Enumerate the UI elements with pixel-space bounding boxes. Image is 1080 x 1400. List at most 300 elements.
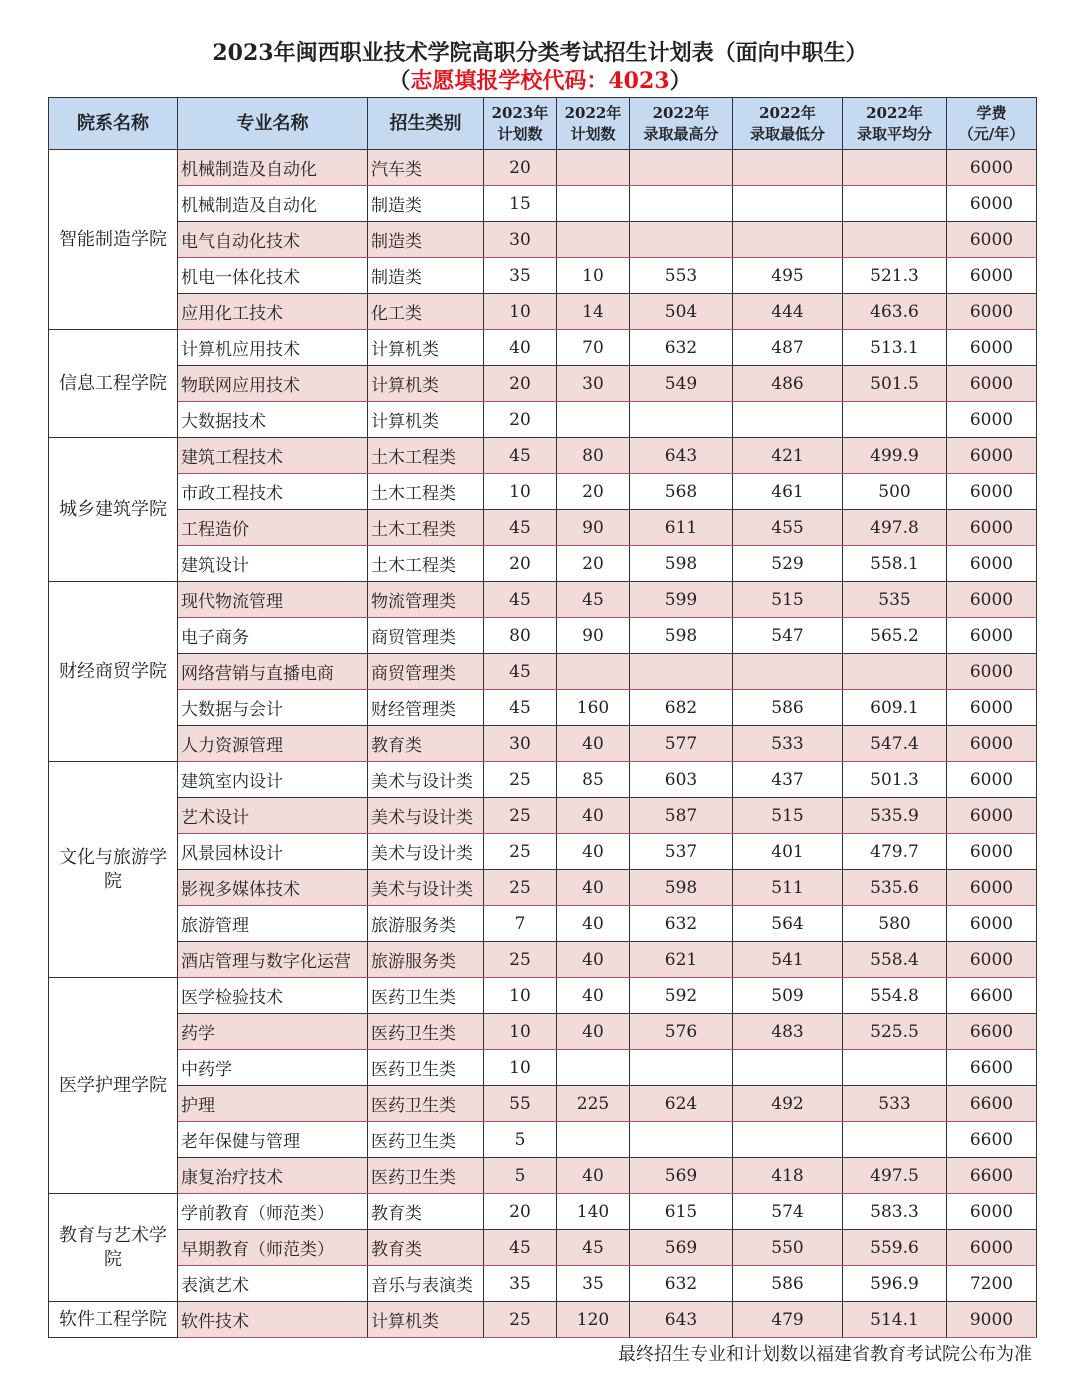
header-text: （元/年） (958, 124, 1025, 143)
cell-major: 现代物流管理 (178, 582, 368, 618)
cell-avg-score-2022: 479.7 (843, 834, 947, 870)
cell-avg-score-2022: 547.4 (843, 726, 947, 762)
cell-plan-2023: 25 (484, 870, 557, 906)
cell-major: 计算机应用技术 (178, 330, 368, 366)
cell-major: 市政工程技术 (178, 474, 368, 510)
cell-plan-2023: 45 (484, 690, 557, 726)
cell-plan-2023: 30 (484, 222, 557, 258)
table-row (49, 258, 1037, 294)
table-row (49, 690, 1037, 726)
table-row (49, 870, 1037, 906)
cell-min-score-2022: 586 (733, 690, 843, 726)
cell-tuition: 6000 (947, 258, 1037, 294)
cell-plan-2022: 14 (557, 294, 630, 330)
cell-max-score-2022: 592 (630, 978, 733, 1014)
cell-category: 教育类 (368, 1194, 484, 1230)
table-row (49, 1158, 1037, 1194)
cell-category: 教育类 (368, 726, 484, 762)
cell-plan-2023: 45 (484, 1230, 557, 1266)
cell-min-score-2022 (733, 222, 843, 258)
table-row (49, 294, 1037, 330)
header-text: 院系名称 (77, 113, 149, 134)
cell-avg-score-2022: 559.6 (843, 1230, 947, 1266)
table-row (49, 1302, 1037, 1338)
cell-tuition: 6000 (947, 870, 1037, 906)
cell-max-score-2022 (630, 150, 733, 186)
table-row (49, 546, 1037, 582)
cell-min-score-2022: 547 (733, 618, 843, 654)
cell-plan-2023: 30 (484, 726, 557, 762)
cell-tuition: 6600 (947, 1158, 1037, 1194)
header-text: 计划数 (497, 124, 543, 143)
cell-tuition: 6000 (947, 402, 1037, 438)
table-row (49, 474, 1037, 510)
cell-plan-2023: 5 (484, 1158, 557, 1194)
cell-tuition: 6000 (947, 546, 1037, 582)
cell-avg-score-2022: 497.8 (843, 510, 947, 546)
cell-avg-score-2022 (843, 1050, 947, 1086)
cell-major: 中药学 (178, 1050, 368, 1086)
header-min-score-2022 (733, 98, 843, 150)
cell-min-score-2022: 529 (733, 546, 843, 582)
cell-avg-score-2022 (843, 654, 947, 690)
cell-max-score-2022: 568 (630, 474, 733, 510)
cell-major: 应用化工技术 (178, 294, 368, 330)
cell-plan-2023: 45 (484, 582, 557, 618)
cell-plan-2023: 5 (484, 1122, 557, 1158)
cell-max-score-2022: 549 (630, 366, 733, 402)
cell-max-score-2022: 576 (630, 1014, 733, 1050)
cell-tuition: 6600 (947, 1050, 1037, 1086)
header-max-score-2022 (630, 98, 733, 150)
cell-tuition: 6000 (947, 474, 1037, 510)
cell-major: 酒店管理与数字化运营 (178, 942, 368, 978)
cell-major: 旅游管理 (178, 906, 368, 942)
cell-major: 机械制造及自动化 (178, 186, 368, 222)
cell-avg-score-2022: 580 (843, 906, 947, 942)
cell-min-score-2022: 550 (733, 1230, 843, 1266)
cell-plan-2023: 45 (484, 654, 557, 690)
cell-avg-score-2022: 514.1 (843, 1302, 947, 1338)
cell-plan-2022: 90 (557, 618, 630, 654)
cell-max-score-2022: 615 (630, 1194, 733, 1230)
cell-plan-2022 (557, 1122, 630, 1158)
cell-min-score-2022 (733, 654, 843, 690)
cell-tuition: 9000 (947, 1302, 1037, 1338)
cell-plan-2022: 40 (557, 1158, 630, 1194)
cell-max-score-2022: 577 (630, 726, 733, 762)
school-code-text: 志愿填报学校代码：4023 (410, 68, 670, 94)
cell-min-score-2022: 483 (733, 1014, 843, 1050)
cell-category: 美术与设计类 (368, 870, 484, 906)
cell-plan-2022: 90 (557, 510, 630, 546)
cell-plan-2022: 10 (557, 258, 630, 294)
cell-max-score-2022: 611 (630, 510, 733, 546)
table-row (49, 798, 1037, 834)
cell-plan-2023: 10 (484, 294, 557, 330)
enrollment-plan-table (48, 97, 1037, 1338)
cell-plan-2022 (557, 654, 630, 690)
cell-college: 医学护理学院 (49, 978, 178, 1194)
cell-avg-score-2022 (843, 222, 947, 258)
cell-avg-score-2022: 525.5 (843, 1014, 947, 1050)
cell-category: 土木工程类 (368, 546, 484, 582)
cell-category: 商贸管理类 (368, 654, 484, 690)
cell-avg-score-2022: 535.9 (843, 798, 947, 834)
table-row (49, 1122, 1037, 1158)
cell-max-score-2022 (630, 1122, 733, 1158)
cell-tuition: 6000 (947, 1194, 1037, 1230)
cell-min-score-2022: 564 (733, 906, 843, 942)
cell-major: 康复治疗技术 (178, 1158, 368, 1194)
cell-min-score-2022 (733, 150, 843, 186)
cell-major: 影视多媒体技术 (178, 870, 368, 906)
cell-plan-2022: 45 (557, 1230, 630, 1266)
cell-category: 制造类 (368, 186, 484, 222)
table-header-row (49, 98, 1037, 150)
cell-category: 医药卫生类 (368, 1086, 484, 1122)
table-row (49, 330, 1037, 366)
cell-max-score-2022: 598 (630, 618, 733, 654)
cell-min-score-2022: 486 (733, 366, 843, 402)
header-text: 专业名称 (236, 113, 309, 134)
cell-category: 商贸管理类 (368, 618, 484, 654)
cell-avg-score-2022: 500 (843, 474, 947, 510)
cell-max-score-2022: 643 (630, 438, 733, 474)
table-row (49, 366, 1037, 402)
cell-tuition: 6000 (947, 654, 1037, 690)
cell-college: 智能制造学院 (49, 150, 178, 330)
cell-tuition: 6000 (947, 618, 1037, 654)
cell-plan-2023: 35 (484, 1266, 557, 1302)
cell-plan-2023: 80 (484, 618, 557, 654)
cell-min-score-2022: 574 (733, 1194, 843, 1230)
table-row (49, 726, 1037, 762)
cell-avg-score-2022: 583.3 (843, 1194, 947, 1230)
cell-tuition: 6000 (947, 294, 1037, 330)
cell-major: 软件技术 (178, 1302, 368, 1338)
cell-min-score-2022: 421 (733, 438, 843, 474)
cell-avg-score-2022: 535 (843, 582, 947, 618)
cell-tuition: 6600 (947, 978, 1037, 1014)
cell-tuition: 6000 (947, 366, 1037, 402)
header-text: 录取最高分 (643, 124, 719, 143)
cell-tuition: 6600 (947, 1086, 1037, 1122)
cell-major: 大数据技术 (178, 402, 368, 438)
cell-tuition: 6000 (947, 330, 1037, 366)
cell-plan-2022: 70 (557, 330, 630, 366)
cell-category: 旅游服务类 (368, 906, 484, 942)
cell-college: 文化与旅游学院 (49, 762, 178, 978)
cell-college: 财经商贸学院 (49, 582, 178, 762)
cell-avg-score-2022: 609.1 (843, 690, 947, 726)
cell-category: 医药卫生类 (368, 1158, 484, 1194)
cell-plan-2022: 40 (557, 726, 630, 762)
cell-avg-score-2022: 499.9 (843, 438, 947, 474)
cell-plan-2022: 160 (557, 690, 630, 726)
cell-max-score-2022: 587 (630, 798, 733, 834)
cell-category: 医药卫生类 (368, 1014, 484, 1050)
cell-avg-score-2022: 501.5 (843, 366, 947, 402)
header-major (178, 98, 368, 150)
cell-min-score-2022: 487 (733, 330, 843, 366)
table-row (49, 510, 1037, 546)
cell-tuition: 6000 (947, 906, 1037, 942)
cell-min-score-2022: 586 (733, 1266, 843, 1302)
cell-tuition: 6000 (947, 1230, 1037, 1266)
cell-category: 音乐与表演类 (368, 1266, 484, 1302)
cell-plan-2022 (557, 1050, 630, 1086)
cell-plan-2023: 20 (484, 366, 557, 402)
header-text: 录取平均分 (856, 124, 932, 143)
cell-plan-2022: 80 (557, 438, 630, 474)
cell-avg-score-2022: 554.8 (843, 978, 947, 1014)
cell-category: 美术与设计类 (368, 762, 484, 798)
cell-tuition: 6000 (947, 762, 1037, 798)
header-college (49, 98, 178, 150)
cell-max-score-2022: 621 (630, 942, 733, 978)
cell-major: 物联网应用技术 (178, 366, 368, 402)
cell-major: 大数据与会计 (178, 690, 368, 726)
cell-avg-score-2022: 497.5 (843, 1158, 947, 1194)
cell-tuition: 6000 (947, 582, 1037, 618)
table-row (49, 762, 1037, 798)
cell-min-score-2022: 444 (733, 294, 843, 330)
table-row (49, 222, 1037, 258)
cell-plan-2022: 40 (557, 1014, 630, 1050)
table-row (49, 1194, 1037, 1230)
cell-major: 机电一体化技术 (178, 258, 368, 294)
cell-category: 制造类 (368, 258, 484, 294)
cell-min-score-2022: 479 (733, 1302, 843, 1338)
cell-plan-2023: 25 (484, 1302, 557, 1338)
cell-plan-2022: 85 (557, 762, 630, 798)
cell-max-score-2022: 553 (630, 258, 733, 294)
cell-plan-2022 (557, 222, 630, 258)
cell-plan-2022 (557, 150, 630, 186)
cell-major: 电气自动化技术 (178, 222, 368, 258)
cell-major: 网络营销与直播电商 (178, 654, 368, 690)
cell-category: 财经管理类 (368, 690, 484, 726)
cell-plan-2023: 15 (484, 186, 557, 222)
cell-major: 人力资源管理 (178, 726, 368, 762)
cell-category: 化工类 (368, 294, 484, 330)
cell-min-score-2022 (733, 1050, 843, 1086)
cell-major: 药学 (178, 1014, 368, 1050)
cell-plan-2023: 45 (484, 510, 557, 546)
cell-major: 早期教育（师范类） (178, 1230, 368, 1266)
cell-avg-score-2022: 463.6 (843, 294, 947, 330)
header-text: 2022年 (866, 103, 923, 122)
cell-plan-2022 (557, 186, 630, 222)
cell-max-score-2022: 632 (630, 906, 733, 942)
cell-min-score-2022: 437 (733, 762, 843, 798)
cell-category: 计算机类 (368, 366, 484, 402)
cell-max-score-2022: 569 (630, 1230, 733, 1266)
cell-major: 学前教育（师范类） (178, 1194, 368, 1230)
cell-major: 建筑工程技术 (178, 438, 368, 474)
cell-min-score-2022: 533 (733, 726, 843, 762)
cell-plan-2023: 25 (484, 834, 557, 870)
cell-category: 医药卫生类 (368, 978, 484, 1014)
cell-tuition: 6000 (947, 186, 1037, 222)
cell-plan-2022: 40 (557, 906, 630, 942)
cell-max-score-2022 (630, 654, 733, 690)
cell-plan-2023: 20 (484, 1194, 557, 1230)
cell-tuition: 6000 (947, 726, 1037, 762)
header-text: 2023年 (491, 103, 549, 122)
cell-category: 美术与设计类 (368, 798, 484, 834)
cell-category: 计算机类 (368, 402, 484, 438)
cell-plan-2022: 20 (557, 474, 630, 510)
cell-max-score-2022 (630, 1050, 733, 1086)
cell-tuition: 6000 (947, 690, 1037, 726)
cell-major: 艺术设计 (178, 798, 368, 834)
table-row (49, 1050, 1037, 1086)
cell-plan-2023: 35 (484, 258, 557, 294)
cell-avg-score-2022 (843, 186, 947, 222)
header-text: 计划数 (570, 124, 616, 143)
cell-plan-2023: 55 (484, 1086, 557, 1122)
cell-max-score-2022: 632 (630, 1266, 733, 1302)
cell-plan-2022: 45 (557, 582, 630, 618)
page-title: 2023年闽西职业技术学院高职分类考试招生计划表（面向中职生） (212, 40, 868, 66)
cell-avg-score-2022 (843, 1122, 947, 1158)
cell-plan-2022: 30 (557, 366, 630, 402)
cell-max-score-2022 (630, 186, 733, 222)
table-row (49, 150, 1037, 186)
cell-min-score-2022: 492 (733, 1086, 843, 1122)
cell-plan-2023: 10 (484, 1014, 557, 1050)
cell-plan-2022: 35 (557, 1266, 630, 1302)
cell-tuition: 6000 (947, 150, 1037, 186)
table-row (49, 1086, 1037, 1122)
cell-plan-2022: 40 (557, 870, 630, 906)
cell-plan-2022: 40 (557, 942, 630, 978)
cell-min-score-2022: 495 (733, 258, 843, 294)
cell-category: 美术与设计类 (368, 834, 484, 870)
cell-major: 风景园林设计 (178, 834, 368, 870)
header-plan-2022 (557, 98, 630, 150)
cell-plan-2022: 40 (557, 834, 630, 870)
header-text: 2022年 (564, 103, 622, 122)
cell-plan-2023: 25 (484, 942, 557, 978)
cell-max-score-2022: 598 (630, 546, 733, 582)
cell-category: 土木工程类 (368, 438, 484, 474)
cell-max-score-2022: 504 (630, 294, 733, 330)
table-row (49, 186, 1037, 222)
table-row (49, 1014, 1037, 1050)
cell-major: 表演艺术 (178, 1266, 368, 1302)
cell-min-score-2022: 461 (733, 474, 843, 510)
cell-avg-score-2022: 533 (843, 1086, 947, 1122)
header-text: 学费 (976, 103, 1007, 122)
table-row (49, 906, 1037, 942)
paren-open: （ (388, 68, 411, 94)
cell-max-score-2022: 598 (630, 870, 733, 906)
cell-min-score-2022: 455 (733, 510, 843, 546)
cell-max-score-2022: 682 (630, 690, 733, 726)
cell-max-score-2022: 569 (630, 1158, 733, 1194)
table-row (49, 978, 1037, 1014)
cell-min-score-2022: 418 (733, 1158, 843, 1194)
cell-tuition: 6000 (947, 222, 1037, 258)
cell-category: 土木工程类 (368, 474, 484, 510)
cell-max-score-2022: 599 (630, 582, 733, 618)
cell-college: 软件工程学院 (49, 1302, 178, 1338)
cell-plan-2023: 20 (484, 150, 557, 186)
cell-tuition: 7200 (947, 1266, 1037, 1302)
cell-plan-2023: 45 (484, 438, 557, 474)
cell-min-score-2022: 515 (733, 582, 843, 618)
cell-tuition: 6000 (947, 942, 1037, 978)
cell-category: 医药卫生类 (368, 1050, 484, 1086)
cell-college: 信息工程学院 (49, 330, 178, 438)
cell-plan-2023: 10 (484, 1050, 557, 1086)
table-row (49, 582, 1037, 618)
cell-major: 工程造价 (178, 510, 368, 546)
cell-category: 计算机类 (368, 330, 484, 366)
cell-plan-2023: 40 (484, 330, 557, 366)
cell-min-score-2022 (733, 186, 843, 222)
footnote: 最终招生专业和计划数以福建省教育考试院公布为准 (618, 1344, 1032, 1365)
cell-plan-2023: 10 (484, 978, 557, 1014)
table-row (49, 402, 1037, 438)
table-row (49, 834, 1037, 870)
cell-max-score-2022: 624 (630, 1086, 733, 1122)
cell-major: 建筑室内设计 (178, 762, 368, 798)
cell-major: 建筑设计 (178, 546, 368, 582)
cell-plan-2023: 20 (484, 546, 557, 582)
table-row (49, 618, 1037, 654)
cell-plan-2022: 40 (557, 798, 630, 834)
cell-max-score-2022 (630, 222, 733, 258)
header-plan-2023 (484, 98, 557, 150)
table-row (49, 1230, 1037, 1266)
header-text: 招生类别 (389, 113, 462, 134)
cell-tuition: 6600 (947, 1122, 1037, 1158)
cell-avg-score-2022 (843, 150, 947, 186)
cell-min-score-2022: 515 (733, 798, 843, 834)
cell-avg-score-2022: 558.4 (843, 942, 947, 978)
cell-plan-2022: 225 (557, 1086, 630, 1122)
cell-avg-score-2022: 558.1 (843, 546, 947, 582)
cell-min-score-2022 (733, 1122, 843, 1158)
cell-max-score-2022 (630, 402, 733, 438)
cell-plan-2022 (557, 402, 630, 438)
cell-max-score-2022: 603 (630, 762, 733, 798)
cell-category: 物流管理类 (368, 582, 484, 618)
cell-tuition: 6600 (947, 1014, 1037, 1050)
cell-avg-score-2022: 535.6 (843, 870, 947, 906)
cell-major: 电子商务 (178, 618, 368, 654)
cell-category: 计算机类 (368, 1302, 484, 1338)
cell-max-score-2022: 643 (630, 1302, 733, 1338)
cell-min-score-2022: 509 (733, 978, 843, 1014)
cell-min-score-2022 (733, 402, 843, 438)
cell-plan-2022: 20 (557, 546, 630, 582)
cell-plan-2022: 40 (557, 978, 630, 1014)
cell-avg-score-2022: 596.9 (843, 1266, 947, 1302)
cell-tuition: 6000 (947, 798, 1037, 834)
cell-major: 医学检验技术 (178, 978, 368, 1014)
cell-tuition: 6000 (947, 438, 1037, 474)
table-row (49, 942, 1037, 978)
header-tuition (947, 98, 1037, 150)
cell-major: 护理 (178, 1086, 368, 1122)
school-code-subtitle (0, 64, 1080, 95)
cell-max-score-2022: 632 (630, 330, 733, 366)
